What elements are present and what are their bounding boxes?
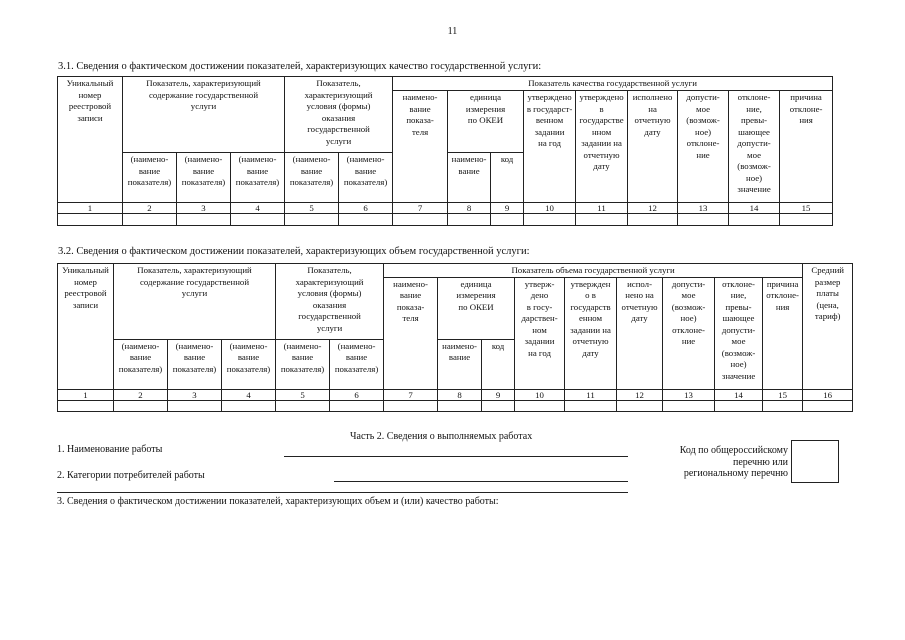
- column-number-7: 7: [393, 203, 448, 214]
- column-numbers-row: [58, 389, 853, 400]
- column-number-12: 12: [628, 203, 678, 214]
- column-number-6: 6: [339, 203, 393, 214]
- column-number-8: 8: [448, 203, 491, 214]
- data-cell-7[interactable]: [393, 214, 448, 226]
- header-unit-okei: единица измерения по ОКЕИ: [438, 277, 515, 339]
- header-exceeding-deviation: отклоне- ние, превы- шающее допусти- мое (возмож- ное) значение: [715, 277, 763, 389]
- column-number-7: 7: [384, 389, 438, 400]
- data-cell-3[interactable]: [168, 400, 222, 411]
- data-cell-1[interactable]: [58, 214, 123, 226]
- consumers-field[interactable]: [334, 481, 628, 482]
- column-number-14: 14: [715, 389, 763, 400]
- column-number-11: 11: [565, 389, 617, 400]
- data-row: [58, 214, 833, 226]
- column-number-15: 15: [780, 203, 833, 214]
- data-cell-8[interactable]: [438, 400, 482, 411]
- header-content-indicator: Показатель, характеризующий содержание государственной услуги: [114, 264, 276, 340]
- header-unit-code: код: [482, 339, 515, 389]
- data-cell-3[interactable]: [177, 214, 231, 226]
- header-content-indicator-3: (наимено- вание показателя): [231, 153, 285, 203]
- data-cell-11[interactable]: [565, 400, 617, 411]
- column-number-10: 10: [524, 203, 576, 214]
- column-number-11: 11: [576, 203, 628, 214]
- header-conditions-indicator: Показатель, характеризующий условия (формы) оказания государственной услуги: [276, 264, 384, 340]
- column-number-2: 2: [123, 203, 177, 214]
- column-number-12: 12: [617, 389, 663, 400]
- column-number-5: 5: [276, 389, 330, 400]
- data-row: [58, 400, 853, 411]
- consumers-label: 2. Категории потребителей работы: [57, 470, 205, 481]
- header-indicator-name: наимено- вание показа- теля: [393, 91, 448, 203]
- header-volume-indicator: Показатель объема государственной услуги: [384, 264, 803, 278]
- section-3-2-heading: 3.2. Сведения о фактическом достижении показателей, характеризующих объем государственной услуги:: [58, 246, 530, 257]
- column-number-9: 9: [491, 203, 524, 214]
- header-content-indicator-1: (наимено- вание показателя): [123, 153, 177, 203]
- data-cell-2[interactable]: [114, 400, 168, 411]
- header-conditions-indicator: Показатель, характеризующий условия (формы) оказания государственной услуги: [285, 77, 393, 153]
- header-allowed-deviation: допусти- мое (возмож- ное) отклоне- ние: [678, 91, 729, 203]
- column-number-3: 3: [177, 203, 231, 214]
- column-number-4: 4: [222, 389, 276, 400]
- header-deviation-reason: причина отклоне- ния: [763, 277, 803, 389]
- data-cell-5[interactable]: [285, 214, 339, 226]
- column-number-5: 5: [285, 203, 339, 214]
- column-number-14: 14: [729, 203, 780, 214]
- page-number: 11: [447, 26, 458, 37]
- data-cell-1[interactable]: [58, 400, 114, 411]
- header-conditions-indicator-2: (наимено- вание показателя): [339, 153, 393, 203]
- column-number-3: 3: [168, 389, 222, 400]
- data-cell-16[interactable]: [803, 400, 853, 411]
- header-indicator-name: наимено- вание показа- теля: [384, 277, 438, 389]
- column-number-9: 9: [482, 389, 515, 400]
- header-unique-number: Уникальный номер реестровой записи: [58, 264, 114, 390]
- data-cell-10[interactable]: [524, 214, 576, 226]
- code-box[interactable]: [791, 440, 839, 483]
- column-number-4: 4: [231, 203, 285, 214]
- data-cell-8[interactable]: [448, 214, 491, 226]
- column-number-2: 2: [114, 389, 168, 400]
- header-quality-indicator: Показатель качества государственной услуги: [393, 77, 833, 91]
- header-content-indicator-3: (наимено- вание показателя): [222, 339, 276, 389]
- data-cell-9[interactable]: [482, 400, 515, 411]
- column-number-13: 13: [663, 389, 715, 400]
- work-name-label: 1. Наименование работы: [57, 444, 163, 455]
- column-number-1: 1: [58, 203, 123, 214]
- data-cell-4[interactable]: [222, 400, 276, 411]
- header-unit-name: наимено- вание: [438, 339, 482, 389]
- column-number-16: 16: [803, 389, 853, 400]
- consumers-field-continuation[interactable]: [57, 492, 628, 493]
- column-numbers-row: [58, 203, 833, 214]
- work-name-field[interactable]: [284, 456, 628, 457]
- volume-indicators-table: [57, 263, 853, 412]
- header-allowed-deviation: допусти- мое (возмож- ное) отклоне- ние: [663, 277, 715, 389]
- header-unit-code: код: [491, 153, 524, 203]
- data-cell-7[interactable]: [384, 400, 438, 411]
- code-label: Код по общероссийскому перечню или региональному перечню: [679, 445, 788, 479]
- header-unit-okei: единица измерения по ОКЕИ: [448, 91, 524, 153]
- header-approved-date: утверждено в государстве нном задании на отчетную дату: [576, 91, 628, 203]
- header-average-fee: Средний размер платы (цена, тариф): [803, 264, 853, 390]
- part-2-section-3-heading: 3. Сведения о фактическом достижении показателей, характеризующих объем и (или) качество работы:: [57, 496, 499, 507]
- quality-indicators-table: [57, 76, 833, 226]
- part-2-title: Часть 2. Сведения о выполняемых работах: [350, 431, 533, 442]
- header-unique-number: Уникальный номер реестровой записи: [58, 77, 123, 203]
- header-executed: исполнено на отчетную дату: [628, 91, 678, 203]
- column-number-1: 1: [58, 389, 114, 400]
- column-number-13: 13: [678, 203, 729, 214]
- data-cell-15[interactable]: [763, 400, 803, 411]
- header-approved-year: утверж- дено в госу- дарствен- ном задании на год: [515, 277, 565, 389]
- data-cell-12[interactable]: [628, 214, 678, 226]
- column-number-10: 10: [515, 389, 565, 400]
- data-cell-4[interactable]: [231, 214, 285, 226]
- data-cell-6[interactable]: [339, 214, 393, 226]
- data-cell-10[interactable]: [515, 400, 565, 411]
- header-deviation-reason: причина отклоне- ния: [780, 91, 833, 203]
- data-cell-15[interactable]: [780, 214, 833, 226]
- data-cell-12[interactable]: [617, 400, 663, 411]
- header-conditions-indicator-2: (наимено- вание показателя): [330, 339, 384, 389]
- column-number-15: 15: [763, 389, 803, 400]
- data-cell-14[interactable]: [729, 214, 780, 226]
- header-exceeding-deviation: отклоне- ние, превы- шающее допусти- мое (возмож- ное) значение: [729, 91, 780, 203]
- data-cell-6[interactable]: [330, 400, 384, 411]
- column-number-6: 6: [330, 389, 384, 400]
- header-content-indicator: Показатель, характеризующий содержание государственной услуги: [123, 77, 285, 153]
- section-3-1-heading: 3.1. Сведения о фактическом достижении показателей, характеризующих качество государственной услуги:: [58, 61, 542, 72]
- data-cell-2[interactable]: [123, 214, 177, 226]
- data-cell-5[interactable]: [276, 400, 330, 411]
- header-content-indicator-1: (наимено- вание показателя): [114, 339, 168, 389]
- header-approved-date: утвержден о в государств енном задании на отчетную дату: [565, 277, 617, 389]
- header-approved-year: утверждено в государст- венном задании на год: [524, 91, 576, 203]
- data-cell-13[interactable]: [663, 400, 715, 411]
- column-number-8: 8: [438, 389, 482, 400]
- header-conditions-indicator-1: (наимено- вание показателя): [285, 153, 339, 203]
- data-cell-13[interactable]: [678, 214, 729, 226]
- data-cell-14[interactable]: [715, 400, 763, 411]
- header-conditions-indicator-1: (наимено- вание показателя): [276, 339, 330, 389]
- header-content-indicator-2: (наимено- вание показателя): [168, 339, 222, 389]
- header-content-indicator-2: (наимено- вание показателя): [177, 153, 231, 203]
- header-unit-name: наимено- вание: [448, 153, 491, 203]
- header-executed: испол- нено на отчетную дату: [617, 277, 663, 389]
- data-cell-9[interactable]: [491, 214, 524, 226]
- data-cell-11[interactable]: [576, 214, 628, 226]
